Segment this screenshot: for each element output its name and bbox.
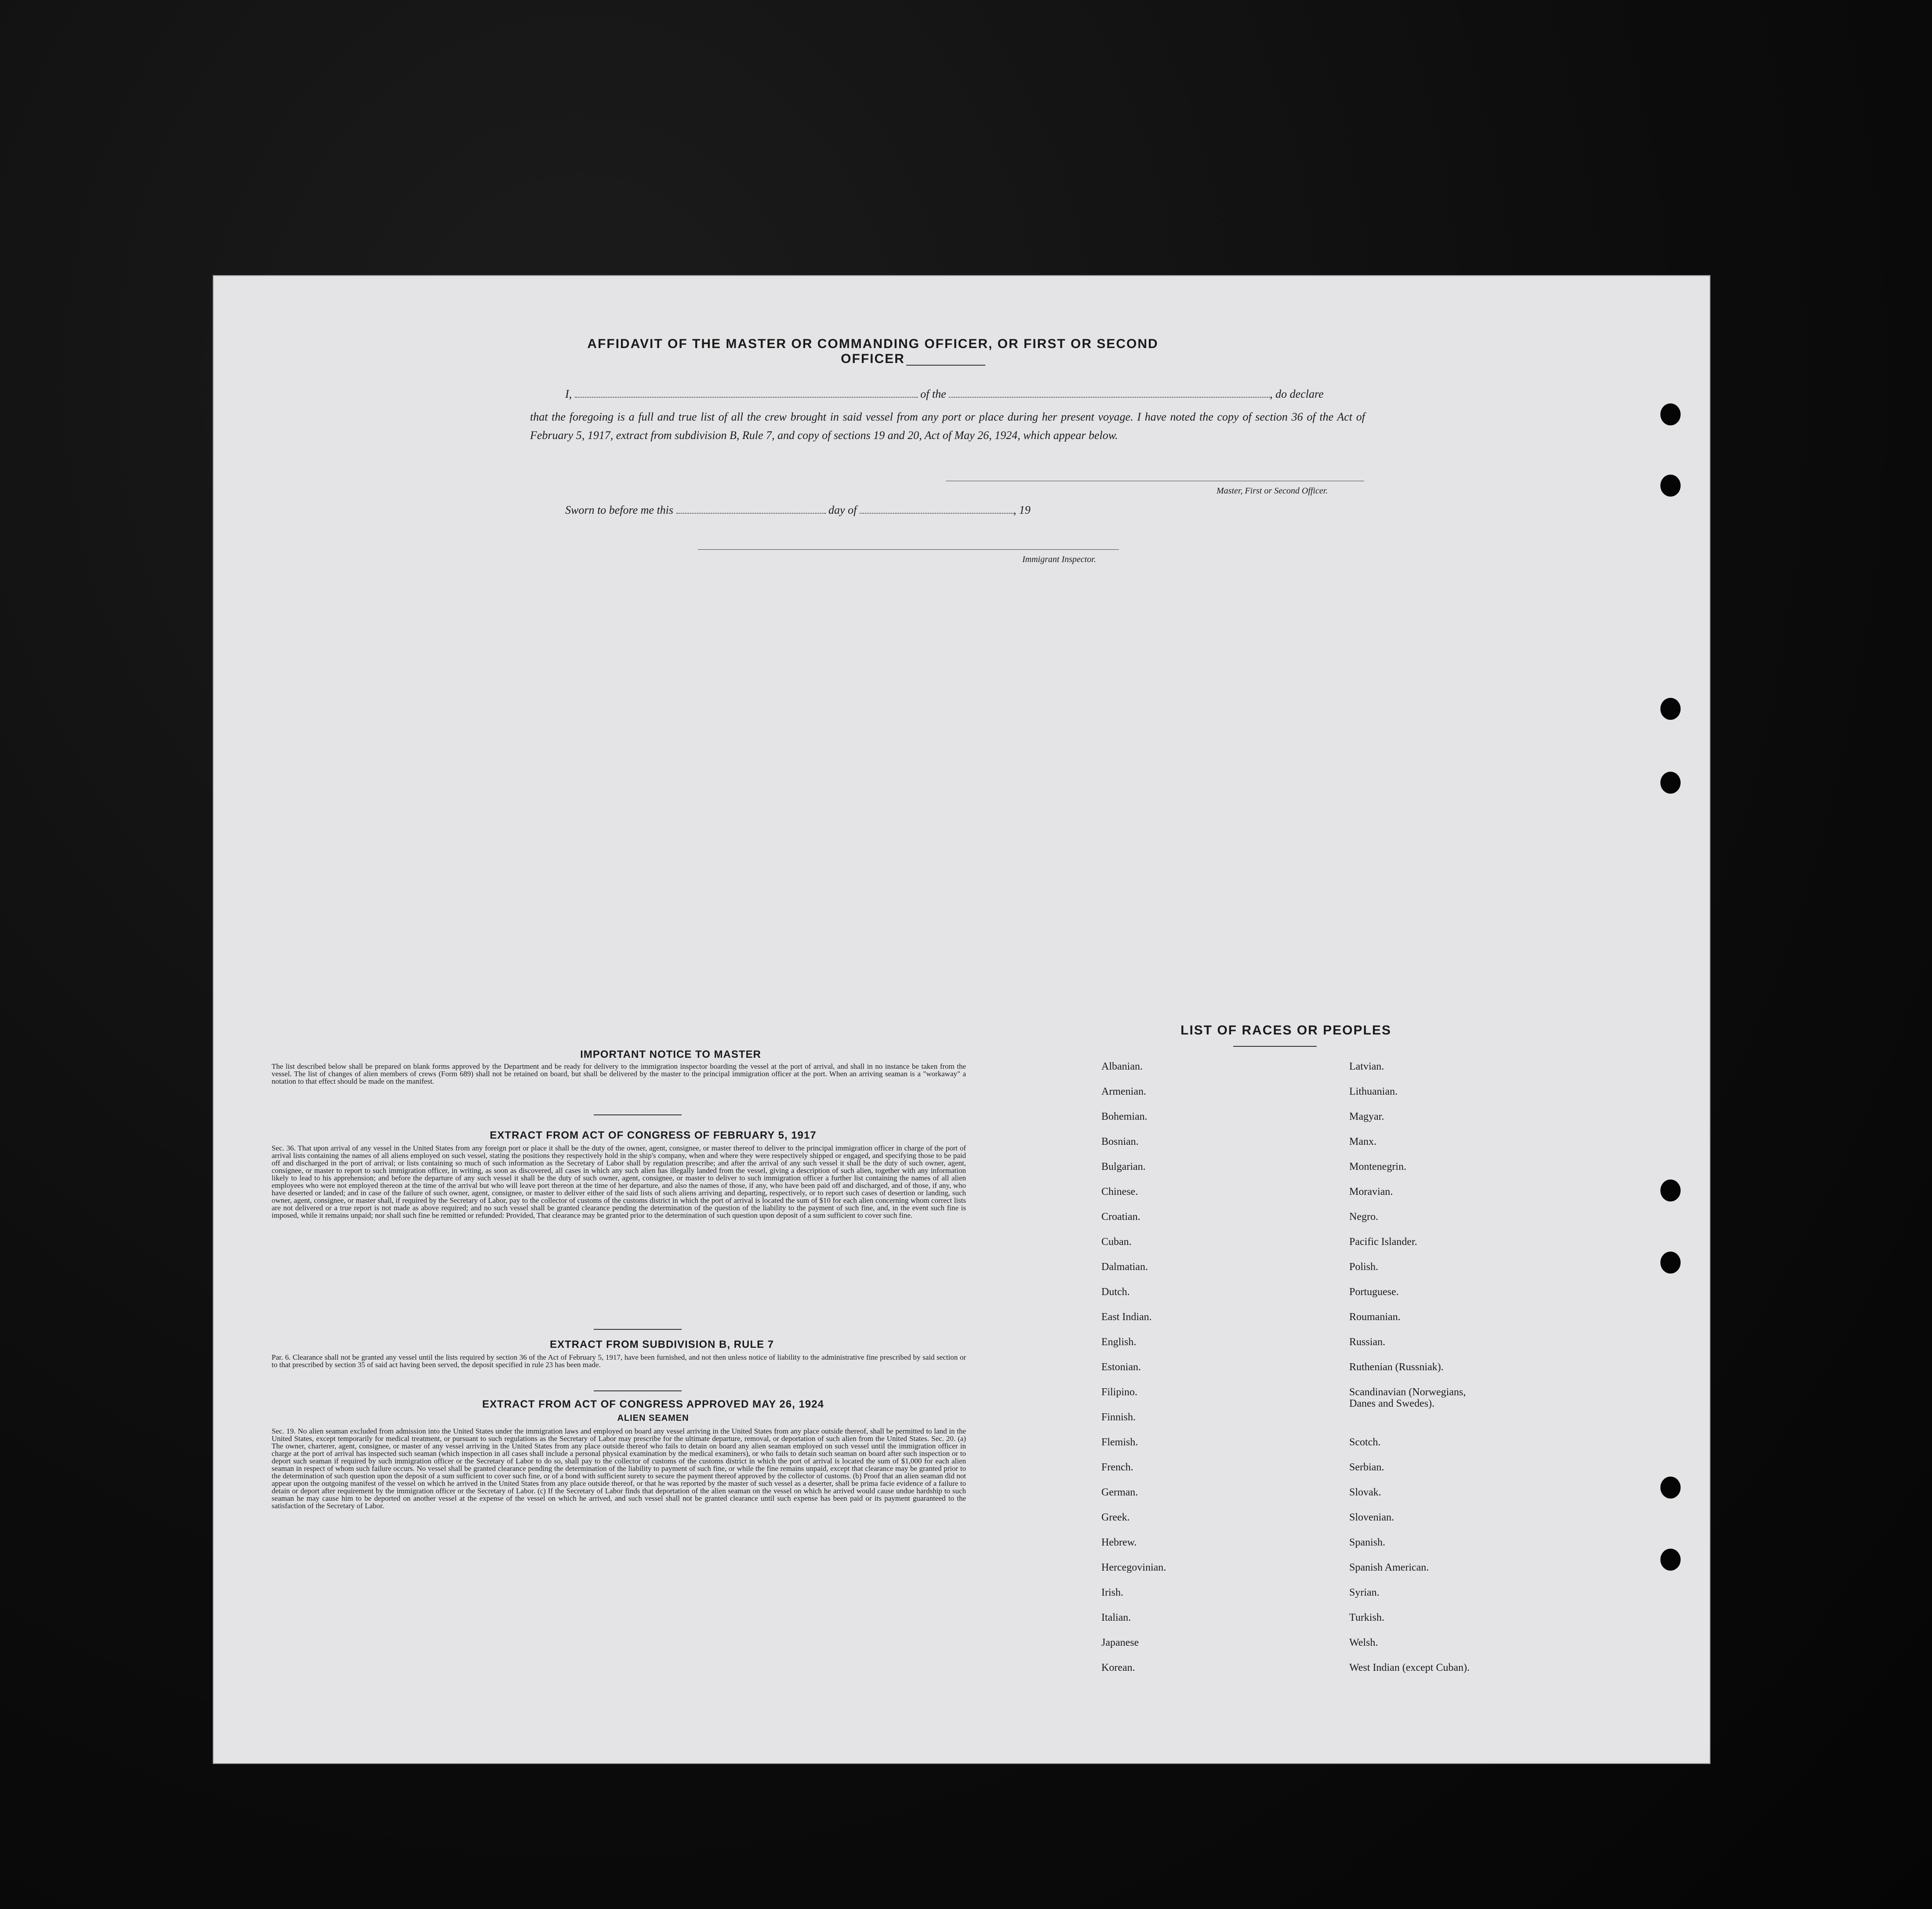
race-item: Spanish American.: [1349, 1562, 1429, 1573]
inspector-caption: Immigrant Inspector.: [1022, 555, 1096, 564]
sworn-line: [565, 504, 1031, 517]
punch-hole: [1660, 475, 1681, 497]
race-item: Serbian.: [1349, 1462, 1384, 1473]
race-item: English.: [1101, 1336, 1137, 1348]
race-item: German.: [1101, 1487, 1138, 1498]
sworn-label: Sworn to before me this: [565, 504, 674, 516]
race-item: Magyar.: [1349, 1111, 1384, 1122]
race-item: Turkish.: [1349, 1612, 1384, 1623]
race-item: Japanese: [1101, 1637, 1139, 1648]
race-item: Armenian.: [1101, 1086, 1146, 1097]
punch-hole: [1660, 1180, 1681, 1201]
extract-1917-divider: [594, 1329, 682, 1330]
affidavit-title: AFFIDAVIT OF THE MASTER OR COMMANDING OFFICER, OR FIRST OR SECOND OFFICER: [587, 337, 1158, 366]
race-item: Hebrew.: [1101, 1537, 1137, 1548]
sworn-month-field[interactable]: [860, 513, 1013, 514]
race-item: Welsh.: [1349, 1637, 1378, 1648]
race-item: West Indian (except Cuban).: [1349, 1662, 1470, 1673]
extract-1917-title: EXTRACT FROM ACT OF CONGRESS OF FEBRUARY 5, 1917: [490, 1129, 817, 1141]
extract-1917-body: Sec. 36. That upon arrival of any vessel in the United States from any foreign port or place it shall be the duty of the owner, agent, consignee, or master thereof to deliver to the principal immigration officer in charge of the port of arrival lists containing the names of all aliens employed on such vessel, stating the positions they respectively hold in the ship's company, when and where they were respectively shipped or engaged, and specifying those to be paid off and discharged in the port of arrival; or lists containing so much of such information as the Secretary of Labor shall by regulation prescribe; and after the arrival of any such vessel it shall be the duty of such owner, agent, consignee, or master to report to such immigration officer, in writing, as soon as discovered, all cases in which any such alien has illegally landed from the vessel, giving a description of such alien, together with any information likely to lead to his apprehension; and before the departure of any such vessel it shall be the duty of such owner, agent, consignee, or master to deliver to such immigration officer a further list containing the names of all alien employees who were not employed thereon at the time of the arrival but who will leave port thereon at the time of her departure, and also the names of those, if any, who have been paid off and discharged, and of those, if any, who have deserted or landed; and in case of the failure of such owner, agent, consignee, or master to deliver either of the said lists of such aliens arriving and departing, respectively, or to report such cases of desertion or landing, such owner, agent, consignee, or master shall, if required by the Secretary of Labor, pay to the collector of customs of the customs district in which the port of arrival is located the sum of $10 for each alien concerning whom correct lists are not delivered or a true report is not made as above required; and no such vessel shall be granted clearance pending the determination of the question of the liability to the payment of such fine, and, in the event such fine is imposed, while it remains unpaid; nor shall such fine be remitted or refunded: Provided, That clearance may be granted prior to the determination of such question upon deposit of a sum sufficient to cover such fine.: [272, 1144, 966, 1219]
race-item: Bulgarian.: [1101, 1161, 1146, 1172]
punch-hole: [1660, 772, 1681, 794]
inspector-signature-line[interactable]: [698, 549, 1119, 550]
race-item: East Indian.: [1101, 1311, 1152, 1323]
race-item: Polish.: [1349, 1261, 1379, 1273]
rule7-divider: [594, 1390, 682, 1391]
race-item: Manx.: [1349, 1136, 1376, 1147]
race-item: Bosnian.: [1101, 1136, 1139, 1147]
affidavit-line1: [565, 388, 1324, 401]
i-label: I,: [565, 388, 572, 400]
punch-hole: [1660, 1549, 1681, 1571]
declare-label: , do declare: [1270, 388, 1324, 400]
race-item: Cuban.: [1101, 1236, 1132, 1248]
extract-1924-subtitle: ALIEN SEAMEN: [617, 1413, 689, 1423]
race-item: Portuguese.: [1349, 1286, 1399, 1298]
punch-hole: [1660, 698, 1681, 720]
race-item: Greek.: [1101, 1512, 1130, 1523]
vessel-field[interactable]: [949, 397, 1270, 398]
rule7-title: EXTRACT FROM SUBDIVISION B, RULE 7: [549, 1339, 774, 1350]
sworn-day-field[interactable]: [676, 513, 826, 514]
title-divider: [906, 365, 985, 366]
punch-hole: [1660, 1252, 1681, 1274]
affidavit-paragraph: that the foregoing is a full and true list of all the crew brought in said vessel from any port or place during her present voyage. I have noted the copy of section 36 of the Act of February 5, 1917, extract from subdivision B, Rule 7, and copy of sections 19 and 20, Act of May 26, 1924, which appear below.: [530, 410, 1365, 442]
race-item: Syrian.: [1349, 1587, 1380, 1598]
punch-hole: [1660, 403, 1681, 425]
race-item: Finnish.: [1101, 1412, 1136, 1423]
race-item: French.: [1101, 1462, 1133, 1473]
race-item: Scandinavian (Norwegians, Danes and Swedes).: [1349, 1386, 1466, 1409]
race-item: Chinese.: [1101, 1186, 1138, 1198]
races-divider: [1233, 1046, 1317, 1047]
race-item: Latvian.: [1349, 1061, 1384, 1072]
race-item: Scotch.: [1349, 1437, 1381, 1448]
race-item: Albanian.: [1101, 1061, 1143, 1072]
extract-1924-title: EXTRACT FROM ACT OF CONGRESS APPROVED MAY 26, 1924: [482, 1398, 824, 1410]
notice-title: IMPORTANT NOTICE TO MASTER: [580, 1049, 761, 1060]
race-item: Montenegrin.: [1349, 1161, 1406, 1172]
race-item: Spanish.: [1349, 1537, 1386, 1548]
master-caption: Master, First or Second Officer.: [1217, 486, 1328, 496]
race-item: Flemish.: [1101, 1437, 1138, 1448]
races-title: LIST OF RACES OR PEOPLES: [1180, 1023, 1391, 1038]
day-of-label: day of: [828, 504, 857, 516]
rule7-body: Par. 6. Clearance shall not be granted any vessel until the lists required by section 36 of the Act of February 5, 1917, have been furnished, and not then unless notice of liability to the administrative fine prescribed by said section or to that prescribed by section 35 of said act having been served, the deposit specified in rule 23 has been made.: [272, 1353, 966, 1369]
name-field[interactable]: [575, 397, 918, 398]
race-item: Negro.: [1349, 1211, 1378, 1223]
race-item: Lithuanian.: [1349, 1086, 1398, 1097]
manifest-page: [214, 276, 1710, 1763]
race-item: Slovak.: [1349, 1487, 1381, 1498]
race-item: Roumanian.: [1349, 1311, 1401, 1323]
race-item: Pacific Islander.: [1349, 1236, 1417, 1248]
race-item: Italian.: [1101, 1612, 1131, 1623]
race-item: Filipino.: [1101, 1386, 1138, 1398]
race-item: Hercegovinian.: [1101, 1562, 1166, 1573]
race-item: Croatian.: [1101, 1211, 1140, 1223]
race-item: Moravian.: [1349, 1186, 1393, 1198]
notice-body: The list described below shall be prepared on blank forms approved by the Department and be ready for delivery to the immigration inspector boarding the vessel at the port of arrival, and shall in no instance be taken from the vessel. The list of changes of alien members of crews (Form 689) shall not be retained on board, but shall be delivered by the master to the principal immigration officer at the port. When an arriving seaman is a "workaway" a notation to that effect should be made on the manifest.: [272, 1062, 966, 1085]
race-item: Korean.: [1101, 1662, 1135, 1673]
race-item: Bohemian.: [1101, 1111, 1148, 1122]
notice-divider: [594, 1114, 682, 1115]
of-the-label: of the: [920, 388, 946, 400]
year-label: , 19: [1013, 504, 1031, 516]
race-item: Dalmatian.: [1101, 1261, 1148, 1273]
race-item: Ruthenian (Russniak).: [1349, 1361, 1444, 1373]
punch-hole: [1660, 1477, 1681, 1499]
race-item: Slovenian.: [1349, 1512, 1394, 1523]
race-item: Irish.: [1101, 1587, 1123, 1598]
race-item: Dutch.: [1101, 1286, 1130, 1298]
race-item: Russian.: [1349, 1336, 1386, 1348]
extract-1924-body: Sec. 19. No alien seaman excluded from admission into the United States under the immigration laws and employed on board any vessel arriving in the United States from any place outside thereof, shall be permitted to land in the United States, except temporarily for medical treatment, or pursuant to such regulations as the Secretary of Labor may prescribe for the ultimate departure, removal, or deportation of such alien from the United States. Sec. 20. (a) The owner, charterer, agent, consignee, or master of any vessel arriving in the United States from any place outside thereof who fails to detain on board any alien seaman employed on such vessel until the immigration officer in charge at the port of arrival has inspected such seaman (which inspection in all cases shall include a personal physical examination by the medical examiners), or who fails to detain such seaman on board after such inspection or to deport such seaman if required by such immigration officer or the Secretary of Labor to do so, shall pay to the collector of customs of the customs district in which the port of arrival is located the sum of $1,000 for each alien seaman in respect of whom such failure occurs. No vessel shall be granted clearance pending the determination of the liability to payment of such fine, or while the fine remains unpaid, except that clearance may be granted prior to the determination of such question upon the deposit of a sum sufficient to cover such fine, or of a bond with sufficient surety to secure the payment thereof approved by the collector of customs. (b) Proof that an alien seaman did not appear upon the outgoing manifest of the vessel on which he arrived in the United States from any place outside thereof, or that he was reported by the master of such vessel as a deserter, shall be prima facie evidence of a failure to detain or deport after requirement by the immigration officer or the Secretary of Labor. (c) If the Secretary of Labor finds that deportation of the alien seaman on the vessel on which he arrived would cause undue hardship to such seaman he may cause him to be deported on another vessel at the expense of the vessel on which he arrived, and such vessel shall not be granted clearance until such expense has been paid or its payment guaranteed to the satisfaction of the Secretary of Labor.: [272, 1427, 966, 1510]
race-item: Estonian.: [1101, 1361, 1141, 1373]
